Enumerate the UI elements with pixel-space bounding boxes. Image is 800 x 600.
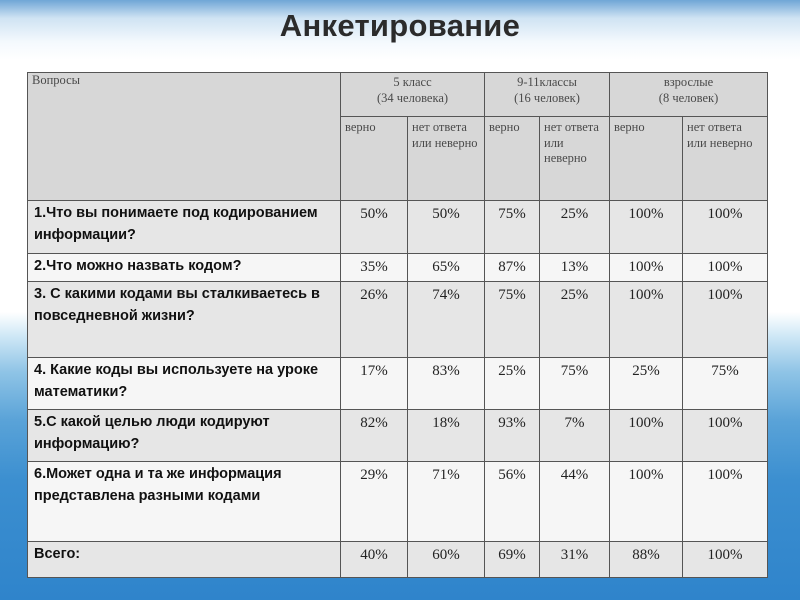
value-cell: 50%	[408, 201, 485, 254]
value-cell: 100%	[683, 462, 768, 542]
group-count: (16 человек)	[514, 90, 580, 105]
value-cell: 25%	[485, 358, 540, 410]
value-cell: 7%	[540, 410, 610, 462]
value-cell: 83%	[408, 358, 485, 410]
question-cell: 1.Что вы понимаете под кодированием информации?	[28, 201, 341, 254]
questions-header: Вопросы	[28, 73, 341, 201]
value-cell: 26%	[341, 282, 408, 358]
question-cell: 3. С какими кодами вы сталкиваетесь в повседневной жизни?	[28, 282, 341, 358]
value-cell: 18%	[408, 410, 485, 462]
table-row	[28, 462, 768, 542]
value-cell: 69%	[485, 542, 540, 578]
subheader-no-answer: нет ответа или неверно	[408, 117, 485, 201]
value-cell: 75%	[540, 358, 610, 410]
value-cell: 87%	[485, 254, 540, 282]
value-cell: 100%	[610, 410, 683, 462]
value-cell: 13%	[540, 254, 610, 282]
value-cell: 71%	[408, 462, 485, 542]
table-row	[28, 282, 768, 358]
value-cell: 75%	[683, 358, 768, 410]
table-row	[28, 358, 768, 410]
question-cell: 4. Какие коды вы используете на уроке математики?	[28, 358, 341, 410]
value-cell: 100%	[683, 542, 768, 578]
group-count: (8 человек)	[658, 90, 719, 105]
question-cell: 2.Что можно назвать кодом?	[28, 254, 341, 282]
value-cell: 82%	[341, 410, 408, 462]
subheader-correct: верно	[610, 117, 683, 201]
value-cell: 50%	[341, 201, 408, 254]
value-cell: 93%	[485, 410, 540, 462]
value-cell: 100%	[610, 201, 683, 254]
survey-table	[27, 72, 768, 578]
value-cell: 100%	[683, 201, 768, 254]
value-cell: 60%	[408, 542, 485, 578]
group-header-9-11-class	[485, 73, 610, 117]
group-title: 9-11классы	[517, 75, 577, 89]
value-cell: 31%	[540, 542, 610, 578]
subheader-no-answer: нет ответа или неверно	[683, 117, 768, 201]
value-cell: 17%	[341, 358, 408, 410]
table-row	[28, 254, 768, 282]
value-cell: 74%	[408, 282, 485, 358]
group-header-adults	[610, 73, 768, 117]
question-cell: 6.Может одна и та же информация представлена разными кодами	[28, 462, 341, 542]
group-title: взрослые	[663, 75, 714, 89]
value-cell: 75%	[485, 201, 540, 254]
value-cell: 100%	[683, 410, 768, 462]
table-row	[28, 201, 768, 254]
value-cell: 100%	[683, 254, 768, 282]
value-cell: 100%	[610, 254, 683, 282]
group-count: (34 человека)	[376, 90, 449, 105]
value-cell: 25%	[540, 282, 610, 358]
value-cell: 100%	[610, 282, 683, 358]
header-row	[28, 73, 768, 117]
value-cell: 100%	[610, 462, 683, 542]
value-cell: 29%	[341, 462, 408, 542]
value-cell: 25%	[610, 358, 683, 410]
value-cell: 100%	[683, 282, 768, 358]
slide-title: Анкетирование	[279, 8, 521, 43]
subheader-correct: верно	[485, 117, 540, 201]
value-cell: 75%	[485, 282, 540, 358]
subheader-correct: верно	[341, 117, 408, 201]
total-label: Всего:	[28, 542, 341, 578]
value-cell: 40%	[341, 542, 408, 578]
value-cell: 56%	[485, 462, 540, 542]
question-cell: 5.С какой целью люди кодируют информацию?	[28, 410, 341, 462]
table-row	[28, 410, 768, 462]
value-cell: 88%	[610, 542, 683, 578]
group-header-5-class	[341, 73, 485, 117]
group-title: 5 класс	[393, 75, 432, 89]
value-cell: 44%	[540, 462, 610, 542]
value-cell: 65%	[408, 254, 485, 282]
value-cell: 35%	[341, 254, 408, 282]
subheader-no-answer: нет ответа или неверно	[540, 117, 610, 201]
total-row	[28, 542, 768, 578]
value-cell: 25%	[540, 201, 610, 254]
